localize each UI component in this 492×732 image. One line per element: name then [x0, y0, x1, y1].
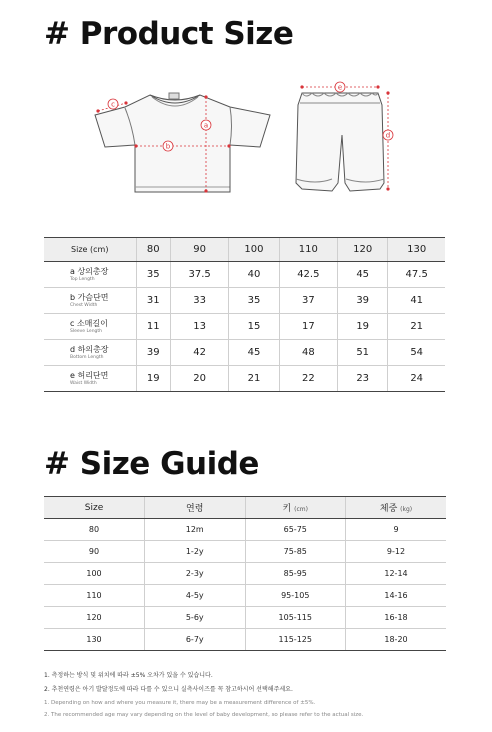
- label-e: e: [337, 83, 343, 92]
- cell: 4-5y: [145, 585, 246, 607]
- size-table-header: [44, 238, 445, 262]
- cell: 39: [338, 288, 388, 314]
- cell: 9-12: [346, 541, 447, 563]
- cell: 1-2y: [145, 541, 246, 563]
- size-header-label: Size (cm): [44, 238, 136, 262]
- product-size-heading: # Product Size: [44, 16, 294, 52]
- cell: 23: [338, 366, 388, 392]
- cell: 45: [338, 262, 388, 288]
- pants-drawing: [296, 93, 384, 191]
- cell: 51: [338, 340, 388, 366]
- table-row: [44, 629, 446, 651]
- cell: 17: [279, 314, 337, 340]
- cell: 95-105: [245, 585, 346, 607]
- row-label: c 소매길이 Sleeve Length: [44, 314, 136, 340]
- cell: 16-18: [346, 607, 447, 629]
- cell: 39: [136, 340, 170, 366]
- size-col: 90: [170, 238, 228, 262]
- cell: 115-125: [245, 629, 346, 651]
- row-label: d 하의총장 Bottom Length: [44, 340, 136, 366]
- table-row: [44, 541, 446, 563]
- guide-header-weight: 체중 (kg): [346, 497, 447, 519]
- product-size-table: [44, 237, 445, 392]
- note-ko-2: 2. 추천연령은 아기 발달정도에 따라 다를 수 있으니 실측사이즈를 꼭 참고하시어 선택해주세요.: [44, 686, 293, 693]
- cell: 11: [136, 314, 170, 340]
- cell: 14-16: [346, 585, 447, 607]
- cell: 75-85: [245, 541, 346, 563]
- table-row: [44, 262, 445, 288]
- cell: 35: [229, 288, 279, 314]
- cell: 40: [229, 262, 279, 288]
- row-label: a 상의총장 Top Length: [44, 262, 136, 288]
- cell: 105-115: [245, 607, 346, 629]
- note-en-2: 2. The recommended age may vary depending on the level of baby development, so please refer to the actual size.: [44, 712, 364, 718]
- cell: 15: [229, 314, 279, 340]
- cell: 80: [44, 519, 145, 541]
- cell: 6-7y: [145, 629, 246, 651]
- cell: 18-20: [346, 629, 447, 651]
- table-row: [44, 563, 446, 585]
- cell: 5-6y: [145, 607, 246, 629]
- table-row: [44, 288, 445, 314]
- size-guide-table: [44, 496, 446, 651]
- guide-header-size: Size: [44, 497, 145, 519]
- note-en-1: 1. Depending on how and where you measure it, there may be a measurement difference of ±5%.: [44, 700, 316, 706]
- cell: 12m: [145, 519, 246, 541]
- guide-header-height: 키 (cm): [245, 497, 346, 519]
- cell: 42.5: [279, 262, 337, 288]
- size-col: 100: [229, 238, 279, 262]
- table-row: [44, 314, 445, 340]
- size-col: 130: [388, 238, 445, 262]
- table-row: [44, 519, 446, 541]
- cell: 12-14: [346, 563, 447, 585]
- cell: 21: [388, 314, 445, 340]
- cell: 48: [279, 340, 337, 366]
- cell: 90: [44, 541, 145, 563]
- cell: 19: [338, 314, 388, 340]
- cell: 24: [388, 366, 445, 392]
- cell: 9: [346, 519, 447, 541]
- size-col: 110: [279, 238, 337, 262]
- size-col: 120: [338, 238, 388, 262]
- cell: 130: [44, 629, 145, 651]
- label-c: c: [111, 100, 115, 109]
- label-d: d: [385, 131, 391, 140]
- cell: 47.5: [388, 262, 445, 288]
- cell: 100: [44, 563, 145, 585]
- cell: 21: [229, 366, 279, 392]
- note-ko-1: 1. 측정하는 방식 및 위치에 따라 ±5% 오차가 있을 수 있습니다.: [44, 672, 213, 679]
- cell: 37: [279, 288, 337, 314]
- guide-header-age: 연령: [145, 497, 246, 519]
- cell: 33: [170, 288, 228, 314]
- cell: 54: [388, 340, 445, 366]
- cell: 2-3y: [145, 563, 246, 585]
- cell: 37.5: [170, 262, 228, 288]
- cell: 120: [44, 607, 145, 629]
- cell: 42: [170, 340, 228, 366]
- label-a: a: [203, 121, 209, 130]
- cell: 85-95: [245, 563, 346, 585]
- cell: 41: [388, 288, 445, 314]
- cell: 31: [136, 288, 170, 314]
- cell: 13: [170, 314, 228, 340]
- cell: 45: [229, 340, 279, 366]
- size-col: 80: [136, 238, 170, 262]
- cell: 35: [136, 262, 170, 288]
- tshirt-drawing: [95, 93, 270, 192]
- table-row: [44, 585, 446, 607]
- row-label: b 가슴단면 Chest Width: [44, 288, 136, 314]
- cell: 110: [44, 585, 145, 607]
- table-row: [44, 366, 445, 392]
- garment-illustration: [80, 75, 410, 205]
- cell: 22: [279, 366, 337, 392]
- label-b: b: [165, 142, 171, 151]
- cell: 19: [136, 366, 170, 392]
- row-label: e 허리단면 Waist Width: [44, 366, 136, 392]
- size-guide-heading: # Size Guide: [44, 446, 259, 482]
- cell: 65-75: [245, 519, 346, 541]
- table-row: [44, 340, 445, 366]
- guide-table-header: [44, 497, 446, 519]
- table-row: [44, 607, 446, 629]
- cell: 20: [170, 366, 228, 392]
